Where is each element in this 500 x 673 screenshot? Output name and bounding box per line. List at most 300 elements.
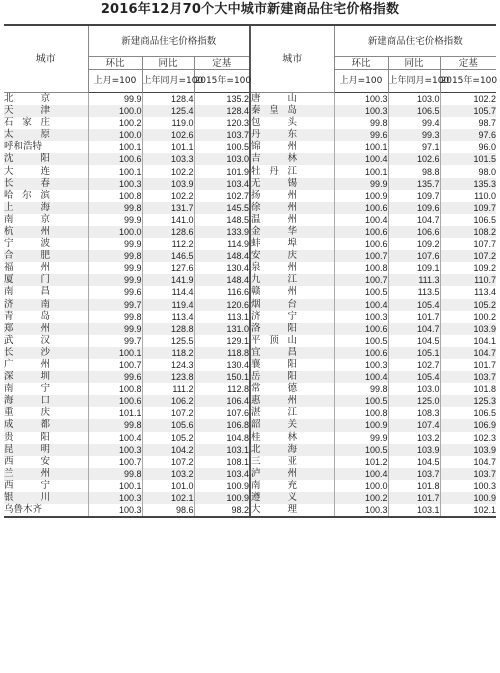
table-row — [4, 141, 496, 153]
city-name-text: 泸 州 — [251, 467, 297, 479]
city-name-text: 襄 阳 — [251, 359, 297, 371]
city-name-text: 吉 林 — [251, 153, 297, 165]
table-row — [4, 93, 496, 106]
city-name-text: 南 充 — [251, 479, 297, 491]
yoy-value: 108.3 — [388, 407, 440, 419]
city-name — [250, 250, 334, 262]
city-name — [250, 444, 334, 456]
table-row — [4, 262, 496, 274]
city-name — [250, 214, 334, 226]
mom-value: 99.7 — [88, 335, 142, 347]
city-name-text: 徐 州 — [251, 201, 297, 213]
city-name — [250, 504, 334, 517]
yoy-value: 141.9 — [142, 274, 194, 286]
base-value: 113.4 — [440, 286, 496, 298]
city-name-text: 秦 皇 岛 — [251, 105, 297, 117]
base-value: 102.1 — [440, 504, 496, 517]
yoy-value: 119.4 — [142, 299, 194, 311]
city-name — [250, 262, 334, 274]
city-name — [250, 311, 334, 323]
city-name — [4, 274, 88, 286]
base-value: 100.3 — [440, 480, 496, 492]
city-name — [4, 105, 88, 117]
base-value: 100.2 — [440, 311, 496, 323]
yoy-value: 107.2 — [142, 407, 194, 419]
base-base-left: 2015年=100 — [194, 70, 250, 93]
city-name-text: 沈 阳 — [4, 153, 50, 165]
yoy-value: 104.7 — [388, 214, 440, 226]
yoy-value: 101.1 — [142, 141, 194, 153]
city-name — [250, 141, 334, 153]
mom-value: 100.3 — [334, 311, 388, 323]
mom-value: 99.9 — [88, 262, 142, 274]
mom-value: 99.8 — [88, 202, 142, 214]
mom-value: 99.8 — [88, 419, 142, 431]
table-row — [4, 105, 496, 117]
city-name-text: 太 原 — [4, 129, 50, 141]
base-value: 101.8 — [440, 383, 496, 395]
base-value: 150.1 — [194, 371, 250, 383]
yoy-value: 109.2 — [388, 238, 440, 250]
yoy-value: 103.2 — [388, 432, 440, 444]
yoy-value: 98.8 — [388, 165, 440, 177]
yoy-value: 111.3 — [388, 274, 440, 286]
yoy-value: 105.4 — [388, 299, 440, 311]
mom-value: 100.7 — [334, 274, 388, 286]
table-row — [4, 165, 496, 177]
base-value: 103.9 — [440, 444, 496, 456]
city-name-text: 牡 丹 江 — [251, 165, 297, 177]
yoy-value: 125.5 — [142, 335, 194, 347]
city-name-text: 广 州 — [4, 359, 50, 371]
city-name — [4, 456, 88, 468]
base-value: 104.1 — [440, 335, 496, 347]
city-name-text: 银 川 — [4, 492, 50, 504]
mom-value: 99.6 — [88, 286, 142, 298]
mom-value: 100.6 — [334, 323, 388, 335]
table-row — [4, 238, 496, 250]
mom-value: 100.3 — [334, 504, 388, 517]
city-name-text: 乌 鲁 木 齐 — [4, 504, 43, 516]
city-name-text: 宁 波 — [4, 238, 50, 250]
base-value: 103.7 — [440, 468, 496, 480]
city-name-text: 温 州 — [251, 213, 297, 225]
mom-value: 100.3 — [334, 359, 388, 371]
mom-header-right: 环比 — [334, 57, 388, 70]
yoy-value: 135.7 — [388, 178, 440, 190]
base-value: 102.3 — [440, 432, 496, 444]
base-value: 145.5 — [194, 202, 250, 214]
city-name — [250, 299, 334, 311]
mom-value: 100.9 — [334, 419, 388, 431]
base-value: 103.7 — [194, 129, 250, 141]
base-value: 108.2 — [440, 226, 496, 238]
mom-value: 100.3 — [334, 93, 388, 106]
city-name — [4, 262, 88, 274]
base-value: 116.6 — [194, 286, 250, 298]
base-value: 107.6 — [194, 407, 250, 419]
base-value: 133.9 — [194, 226, 250, 238]
yoy-value: 106.5 — [388, 105, 440, 117]
city-header-right: 城市 — [250, 25, 334, 93]
city-name — [250, 274, 334, 286]
mom-base-right: 上月=100 — [334, 70, 388, 93]
city-name-text: 哈 尔 滨 — [4, 189, 50, 201]
base-value: 105.7 — [440, 105, 496, 117]
base-value: 105.2 — [440, 299, 496, 311]
table-body — [4, 93, 496, 518]
table-row — [4, 480, 496, 492]
mom-value: 100.0 — [334, 480, 388, 492]
yoy-value: 125.0 — [388, 395, 440, 407]
base-value: 125.3 — [440, 395, 496, 407]
table-row — [4, 359, 496, 371]
yoy-value: 124.3 — [142, 359, 194, 371]
city-name-text: 烟 台 — [251, 298, 297, 310]
base-value: 130.4 — [194, 359, 250, 371]
table-row — [4, 468, 496, 480]
mom-value: 100.1 — [88, 165, 142, 177]
city-name — [250, 480, 334, 492]
yoy-value: 105.1 — [388, 347, 440, 359]
table-row — [4, 190, 496, 202]
city-name-text: 金 华 — [251, 225, 297, 237]
yoy-value: 107.2 — [142, 456, 194, 468]
city-name — [250, 347, 334, 359]
base-value: 107.7 — [440, 238, 496, 250]
base-value: 102.2 — [440, 93, 496, 106]
city-name — [250, 419, 334, 431]
yoy-value: 106.6 — [388, 226, 440, 238]
yoy-value: 104.5 — [388, 456, 440, 468]
city-name — [4, 311, 88, 323]
mom-value: 100.7 — [88, 359, 142, 371]
city-name-text: 成 都 — [4, 419, 50, 431]
city-name-text: 西 宁 — [4, 479, 50, 491]
city-name-text: 杭 州 — [4, 225, 50, 237]
table-row — [4, 299, 496, 311]
city-name-text: 长 春 — [4, 177, 50, 189]
mom-value: 99.6 — [334, 129, 388, 141]
mom-value: 99.9 — [88, 274, 142, 286]
mom-value: 100.5 — [334, 444, 388, 456]
mom-value: 100.6 — [334, 202, 388, 214]
city-name — [250, 178, 334, 190]
base-header-left: 定基 — [194, 57, 250, 70]
city-name — [250, 153, 334, 165]
city-name — [250, 226, 334, 238]
base-value: 103.4 — [194, 178, 250, 190]
table-row — [4, 202, 496, 214]
yoy-value: 99.3 — [388, 129, 440, 141]
yoy-header-right: 同比 — [388, 57, 440, 70]
city-name — [250, 371, 334, 383]
base-base-right: 2015年=100 — [440, 70, 496, 93]
yoy-value: 103.7 — [388, 468, 440, 480]
mom-value: 100.3 — [334, 105, 388, 117]
base-value: 106.5 — [440, 407, 496, 419]
city-name-text: 扬 州 — [251, 189, 297, 201]
yoy-header-left: 同比 — [142, 57, 194, 70]
city-name — [4, 214, 88, 226]
yoy-value: 102.6 — [142, 129, 194, 141]
yoy-value: 128.6 — [142, 226, 194, 238]
city-name-text: 石 家 庄 — [4, 117, 50, 129]
base-value: 101.5 — [440, 153, 496, 165]
yoy-value: 103.9 — [142, 178, 194, 190]
table-row — [4, 432, 496, 444]
base-value: 109.7 — [440, 202, 496, 214]
city-name — [250, 105, 334, 117]
table-row — [4, 323, 496, 335]
mom-value: 100.7 — [88, 456, 142, 468]
mom-value: 100.1 — [88, 347, 142, 359]
mom-value: 101.1 — [88, 407, 142, 419]
city-name-text: 南 宁 — [4, 383, 50, 395]
yoy-value: 102.6 — [388, 153, 440, 165]
mom-value: 100.1 — [88, 141, 142, 153]
yoy-value: 105.4 — [388, 371, 440, 383]
city-name — [250, 383, 334, 395]
base-value: 103.7 — [440, 371, 496, 383]
table-row — [4, 178, 496, 190]
table-row — [4, 395, 496, 407]
mom-value: 100.1 — [88, 480, 142, 492]
city-name-text: 泉 州 — [251, 262, 297, 274]
yoy-value: 109.7 — [388, 190, 440, 202]
yoy-value: 98.6 — [142, 504, 194, 517]
yoy-value: 141.0 — [142, 214, 194, 226]
mom-value: 100.0 — [88, 105, 142, 117]
city-name-text: 安 庆 — [251, 250, 297, 262]
city-name-text: 常 德 — [251, 383, 297, 395]
yoy-value: 101.8 — [388, 480, 440, 492]
mom-value: 99.9 — [88, 323, 142, 335]
city-name-text: 合 肥 — [4, 250, 50, 262]
table-row — [4, 444, 496, 456]
city-name — [4, 419, 88, 431]
group-header-left: 新建商品住宅价格指数 — [88, 25, 250, 57]
city-name — [4, 359, 88, 371]
group-header-right: 新建商品住宅价格指数 — [334, 25, 496, 57]
city-name — [4, 395, 88, 407]
base-value: 101.9 — [194, 165, 250, 177]
mom-value: 99.6 — [88, 371, 142, 383]
city-name-text: 岳 阳 — [251, 371, 297, 383]
yoy-value: 125.4 — [142, 105, 194, 117]
base-value: 102.7 — [194, 190, 250, 202]
yoy-value: 109.6 — [388, 202, 440, 214]
city-name-text: 贵 阳 — [4, 431, 50, 443]
mom-value: 100.2 — [88, 117, 142, 129]
yoy-value: 104.5 — [388, 335, 440, 347]
yoy-value: 113.4 — [142, 311, 194, 323]
table-row — [4, 226, 496, 238]
city-name-text: 洛 阳 — [251, 322, 297, 334]
base-value: 129.1 — [194, 335, 250, 347]
mom-value: 100.0 — [88, 129, 142, 141]
table-row — [4, 492, 496, 504]
mom-base-left: 上月=100 — [88, 70, 142, 93]
yoy-value: 103.3 — [142, 153, 194, 165]
yoy-value: 113.5 — [388, 286, 440, 298]
mom-value: 100.3 — [88, 504, 142, 517]
city-name — [4, 141, 88, 153]
mom-value: 99.8 — [88, 250, 142, 262]
city-name — [250, 190, 334, 202]
city-name-text: 平 顶 山 — [251, 334, 297, 346]
city-name-text: 遵 义 — [251, 492, 297, 504]
yoy-value: 118.2 — [142, 347, 194, 359]
mom-value: 100.6 — [334, 347, 388, 359]
mom-value: 100.4 — [334, 153, 388, 165]
mom-value: 100.5 — [334, 395, 388, 407]
yoy-value: 111.2 — [142, 383, 194, 395]
city-name-text: 厦 门 — [4, 274, 50, 286]
mom-value: 99.8 — [334, 383, 388, 395]
city-name — [250, 93, 334, 106]
city-name — [4, 492, 88, 504]
city-name-text: 济 南 — [4, 298, 50, 310]
city-name — [250, 202, 334, 214]
city-name-text: 郑 州 — [4, 322, 50, 334]
table-row — [4, 504, 496, 517]
base-value: 103.9 — [440, 323, 496, 335]
yoy-value: 127.6 — [142, 262, 194, 274]
city-name-text: 丹 东 — [251, 129, 297, 141]
base-value: 100.9 — [194, 492, 250, 504]
yoy-value: 107.4 — [388, 419, 440, 431]
mom-value: 100.1 — [334, 165, 388, 177]
city-name — [4, 468, 88, 480]
city-name — [250, 129, 334, 141]
mom-value: 99.8 — [334, 117, 388, 129]
yoy-value: 103.1 — [388, 504, 440, 517]
base-value: 110.7 — [440, 274, 496, 286]
base-value: 135.2 — [194, 93, 250, 106]
city-name-text: 唐 山 — [251, 93, 297, 104]
base-value: 106.9 — [440, 419, 496, 431]
yoy-value: 128.4 — [142, 93, 194, 106]
city-name — [250, 432, 334, 444]
city-name-text: 福 州 — [4, 262, 50, 274]
mom-value: 99.9 — [334, 432, 388, 444]
city-name-text: 湛 江 — [251, 407, 297, 419]
city-name-text: 宜 昌 — [251, 346, 297, 358]
mom-value: 99.9 — [334, 178, 388, 190]
mom-header-left: 环比 — [88, 57, 142, 70]
table-row — [4, 456, 496, 468]
mom-value: 99.7 — [88, 299, 142, 311]
page-title: 2016年12月70个大中城市新建商品住宅价格指数 — [100, 2, 400, 17]
city-name — [250, 407, 334, 419]
base-value: 110.0 — [440, 190, 496, 202]
base-value: 114.9 — [194, 238, 250, 250]
city-name — [4, 444, 88, 456]
yoy-value: 128.8 — [142, 323, 194, 335]
mom-value: 100.4 — [334, 468, 388, 480]
base-value: 104.7 — [440, 347, 496, 359]
mom-value: 100.6 — [334, 226, 388, 238]
yoy-base-left: 上年同月=100 — [142, 70, 194, 93]
price-index-table — [4, 24, 496, 518]
base-value: 113.1 — [194, 311, 250, 323]
city-name — [250, 335, 334, 347]
mom-value: 100.8 — [334, 407, 388, 419]
city-name-text: 深 圳 — [4, 371, 50, 383]
city-name-text: 北 海 — [251, 443, 297, 455]
city-name — [4, 202, 88, 214]
city-name — [4, 129, 88, 141]
city-name-text: 北 京 — [4, 93, 50, 104]
mom-value: 100.6 — [334, 238, 388, 250]
city-name — [250, 238, 334, 250]
city-name — [4, 93, 88, 106]
mom-value: 100.5 — [334, 335, 388, 347]
city-name-text: 惠 州 — [251, 395, 297, 407]
city-name — [4, 407, 88, 419]
yoy-value: 101.7 — [388, 492, 440, 504]
base-value: 120.3 — [194, 117, 250, 129]
city-name — [4, 238, 88, 250]
city-name-text: 重 庆 — [4, 407, 50, 419]
city-name — [250, 456, 334, 468]
base-value: 131.0 — [194, 323, 250, 335]
mom-value: 100.8 — [88, 190, 142, 202]
base-value: 107.2 — [440, 250, 496, 262]
city-name-text: 大 理 — [251, 504, 297, 516]
base-value: 135.3 — [440, 178, 496, 190]
table-row — [4, 286, 496, 298]
city-name-text: 南 昌 — [4, 286, 50, 298]
city-name-text: 锦 州 — [251, 141, 297, 153]
city-name — [4, 480, 88, 492]
base-value: 106.4 — [194, 395, 250, 407]
city-name — [4, 371, 88, 383]
base-value: 128.4 — [194, 105, 250, 117]
city-name-text: 南 京 — [4, 213, 50, 225]
mom-value: 100.2 — [334, 492, 388, 504]
city-name — [4, 153, 88, 165]
yoy-value: 101.7 — [388, 311, 440, 323]
city-name — [4, 504, 88, 517]
mom-value: 100.3 — [88, 492, 142, 504]
base-header-right: 定基 — [440, 57, 496, 70]
city-name — [4, 250, 88, 262]
city-name-text: 韶 关 — [251, 419, 297, 431]
city-name — [250, 468, 334, 480]
city-name — [4, 383, 88, 395]
yoy-value: 146.5 — [142, 250, 194, 262]
city-name-text: 赣 州 — [251, 286, 297, 298]
city-name — [250, 165, 334, 177]
table-row — [4, 371, 496, 383]
mom-value: 100.9 — [334, 190, 388, 202]
table-row — [4, 407, 496, 419]
table-row — [4, 335, 496, 347]
base-value: 106.8 — [194, 419, 250, 431]
mom-value: 100.4 — [334, 371, 388, 383]
base-value: 101.7 — [440, 359, 496, 371]
city-header-left: 城市 — [4, 25, 88, 93]
table-row — [4, 347, 496, 359]
city-name — [4, 299, 88, 311]
mom-value: 100.3 — [88, 444, 142, 456]
base-value: 96.0 — [440, 141, 496, 153]
mom-value: 100.8 — [334, 262, 388, 274]
city-name — [4, 432, 88, 444]
base-value: 103.1 — [194, 444, 250, 456]
